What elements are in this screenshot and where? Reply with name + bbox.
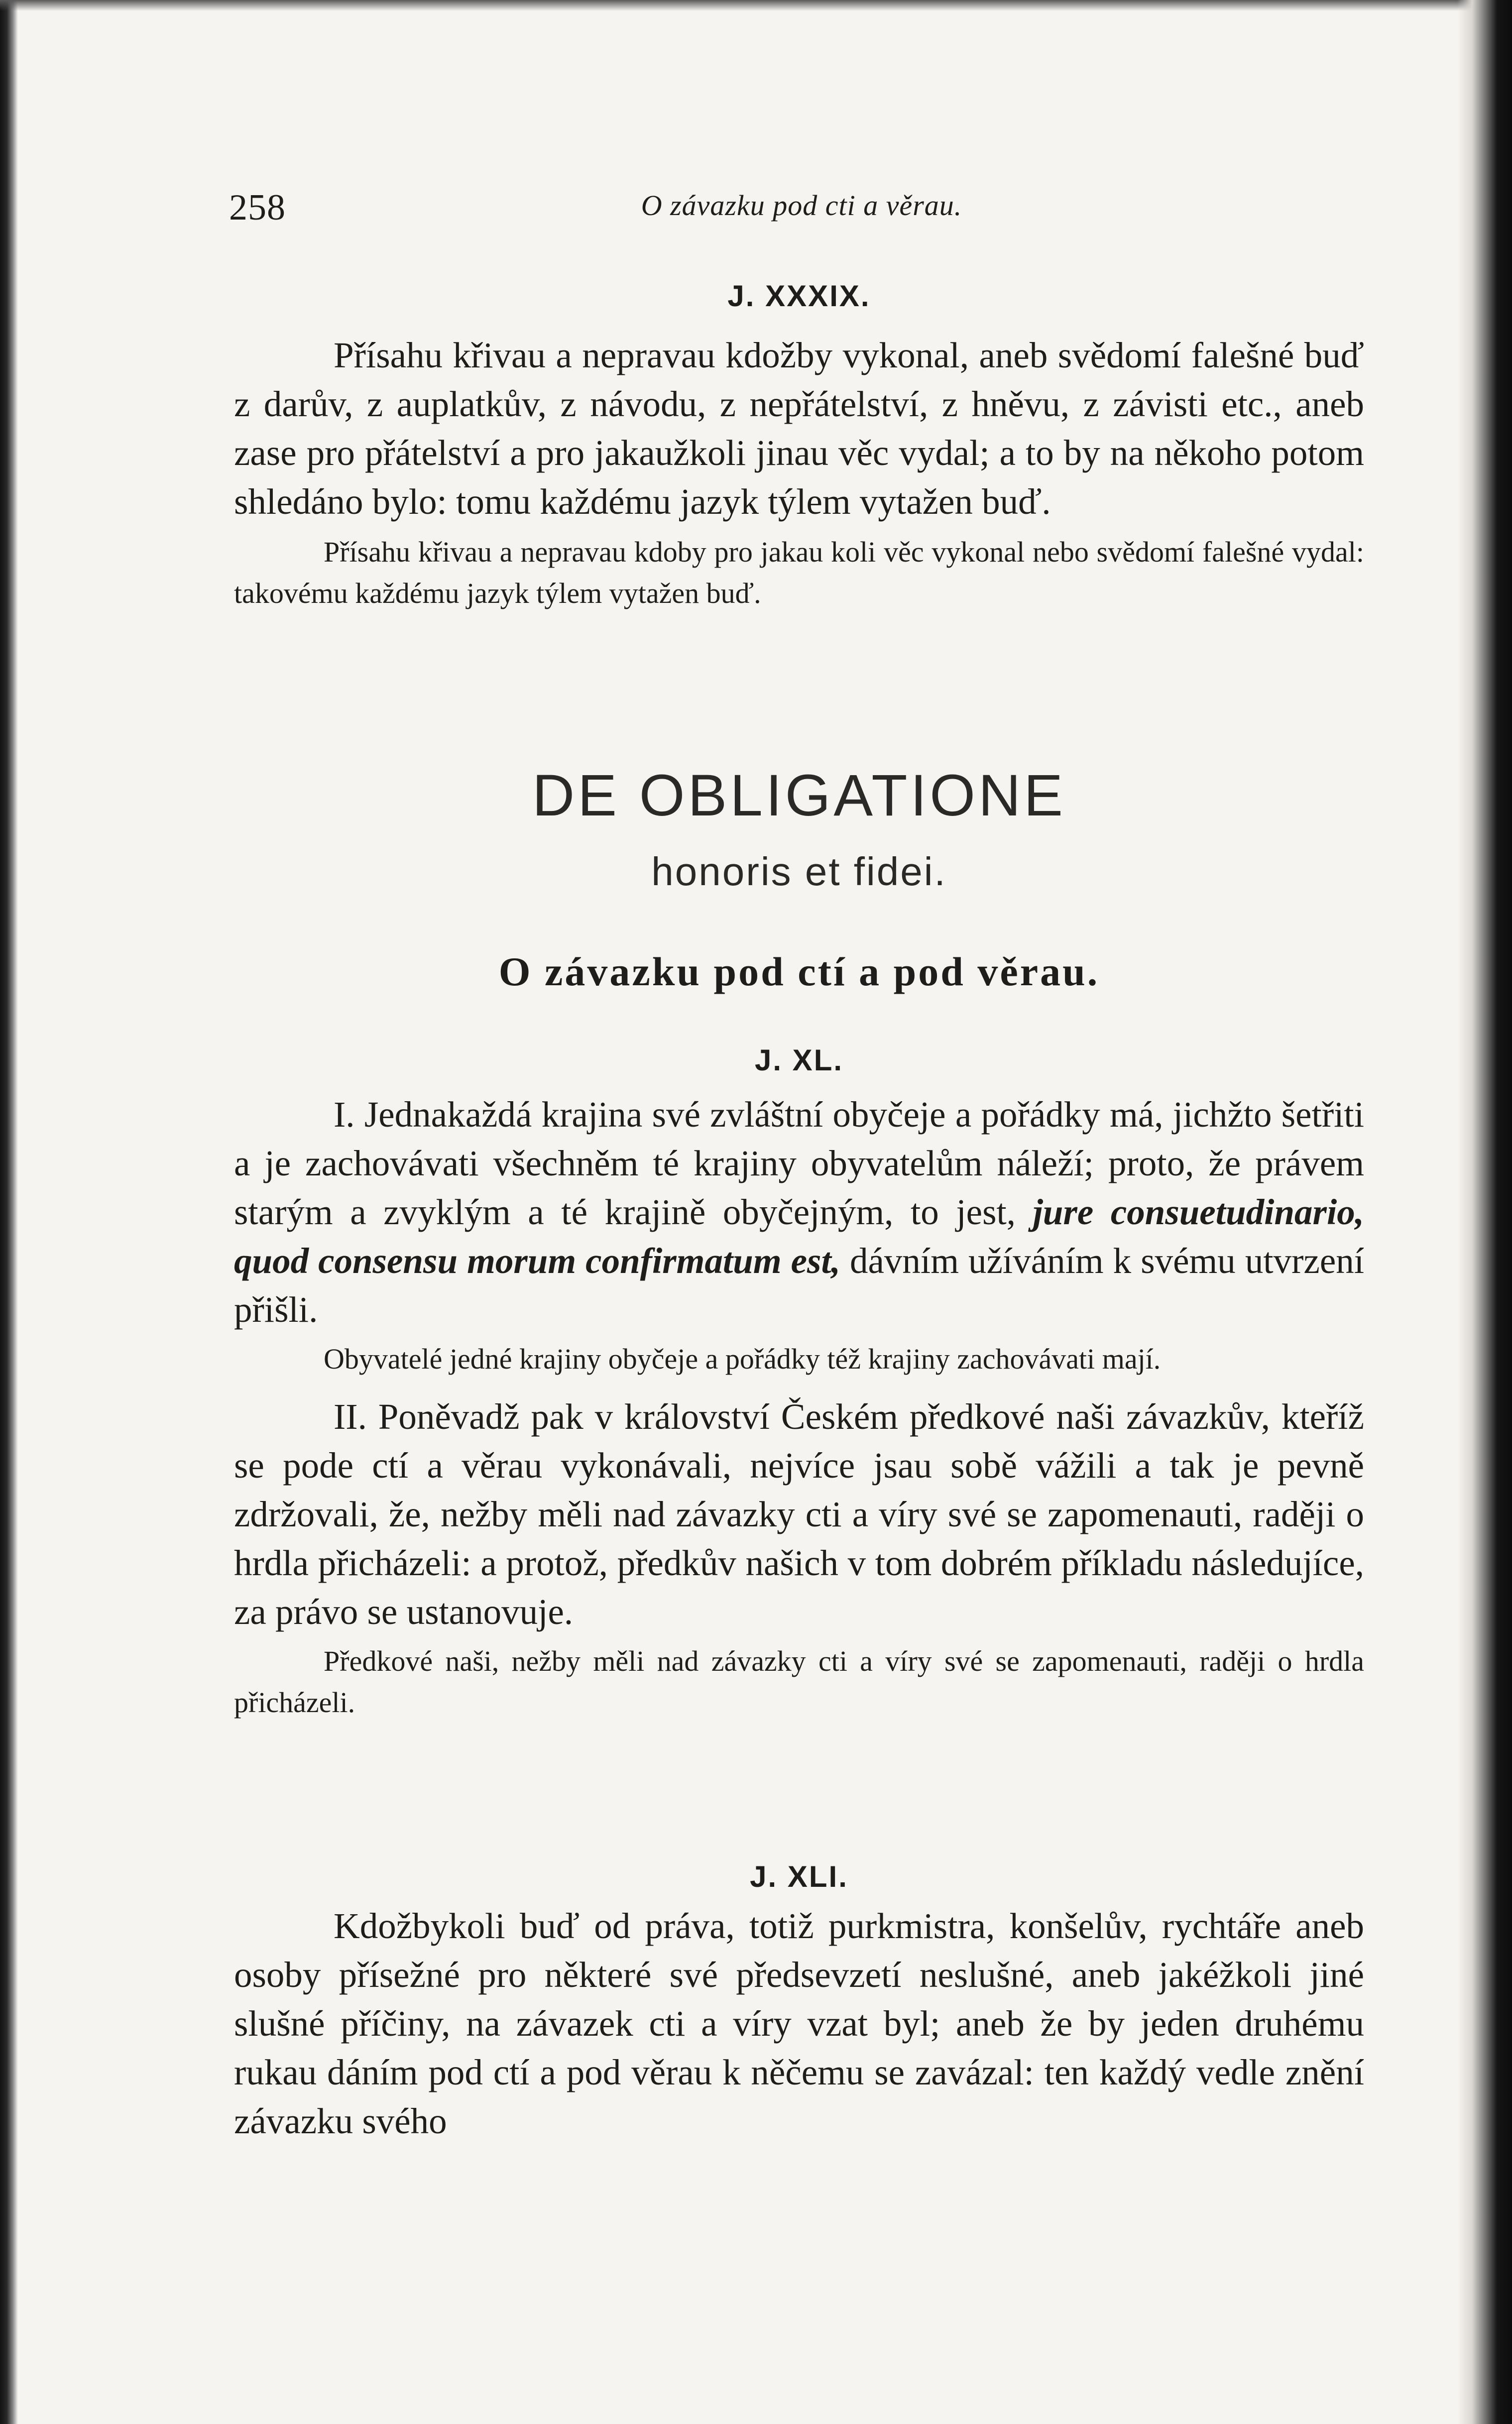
- section-39-note: Přísahu křivau a nepravau kdoby pro jakau koli věc vykonal nebo svědomí falešné vydal: takovému každému jazyk týlem vytažen buď.: [234, 536, 1364, 609]
- latin-phrase: jure consuetudinario, quod consensu morum confirmatum est,: [234, 1192, 1364, 1281]
- section-heading-40: J. XL.: [754, 1043, 844, 1077]
- section-40-block: [234, 1090, 1364, 1723]
- running-header: [229, 187, 1374, 231]
- chapter-czech-title: O závazku pod ctí a pod věrau.: [498, 949, 1100, 994]
- section-heading-41: J. XLI.: [750, 1860, 848, 1893]
- paragraph-1-start: I. Jednakaždá krajina své zvláštní obyčeje a pořádky má, jichžto šetřiti a je zachovávati všechněm té krajiny obyvatelům náleží; proto, že právem starým a zvyklým a té krajině obyčejným, to jest,: [234, 1094, 1364, 1232]
- section-39-body: Přísahu křivau a nepravau kdožby vykonal, aneb svědomí falešné buď z darův, z auplatkův, z návodu, z nepřátelství, z hněvu, z závisti etc., aneb zase pro přátelství a pro jakaužkoli jinau věc vydal; a to by na někoho potom shledáno bylo: tomu každému jazyk týlem vytažen buď.: [234, 335, 1364, 522]
- section-40-paragraph-2: II. Poněvadž pak v království Českém předkové naši závazkův, kteříž se pode ctí a věrau vykonávali, nejvíce jsau sobě vážili a tak je pevně zdržovali, že, nežby měli nad závazky cti a víry své se zapomenauti, raději o hrdla přicházeli: a protož, předkův našich v tom dobrém příkladu následujíce, za právo se ustanovuje.: [234, 1396, 1364, 1632]
- section-41-block: [234, 1902, 1364, 2146]
- section-40-note-2: Předkové naši, nežby měli nad závazky cti a víry své se zapomenauti, raději o hrdla přicházeli.: [234, 1645, 1364, 1719]
- section-heading-39: J. XXXIX.: [727, 279, 871, 313]
- chapter-latin-title: DE OBLIGATIONE: [532, 763, 1066, 828]
- chapter-latin-subtitle: honoris et fidei.: [651, 849, 947, 894]
- section-39-block: [234, 331, 1364, 614]
- section-40-note-1: Obyvatelé jedné krajiny obyčeje a pořádky též krajiny zachovávati mají.: [324, 1343, 1161, 1375]
- paragraph-1-end: dávním užíváním k svému utvrzení přišli.: [234, 1241, 1364, 1330]
- section-41-body: Kdožbykoli buď od práva, totiž purkmistra, konšelův, rychtáře aneb osoby přísežné pro některé své předsevzetí neslušné, aneb jakéžkoli jiné slušné příčiny, na závazek cti a víry vzat byl; aneb že by jeden druhému rukau dáním pod ctí a pod věrau k něčemu se zavázal: ten každý vedle znění závazku svého: [234, 1906, 1364, 2141]
- page-top-shadow: [0, 0, 1512, 11]
- page-number: 258: [229, 187, 286, 228]
- section-40-paragraph-1: [234, 1090, 1364, 1334]
- running-title: O závazku pod cti a věrau.: [641, 189, 962, 222]
- page-left-shadow: [0, 0, 18, 2424]
- page-right-shadow: [1457, 0, 1512, 2424]
